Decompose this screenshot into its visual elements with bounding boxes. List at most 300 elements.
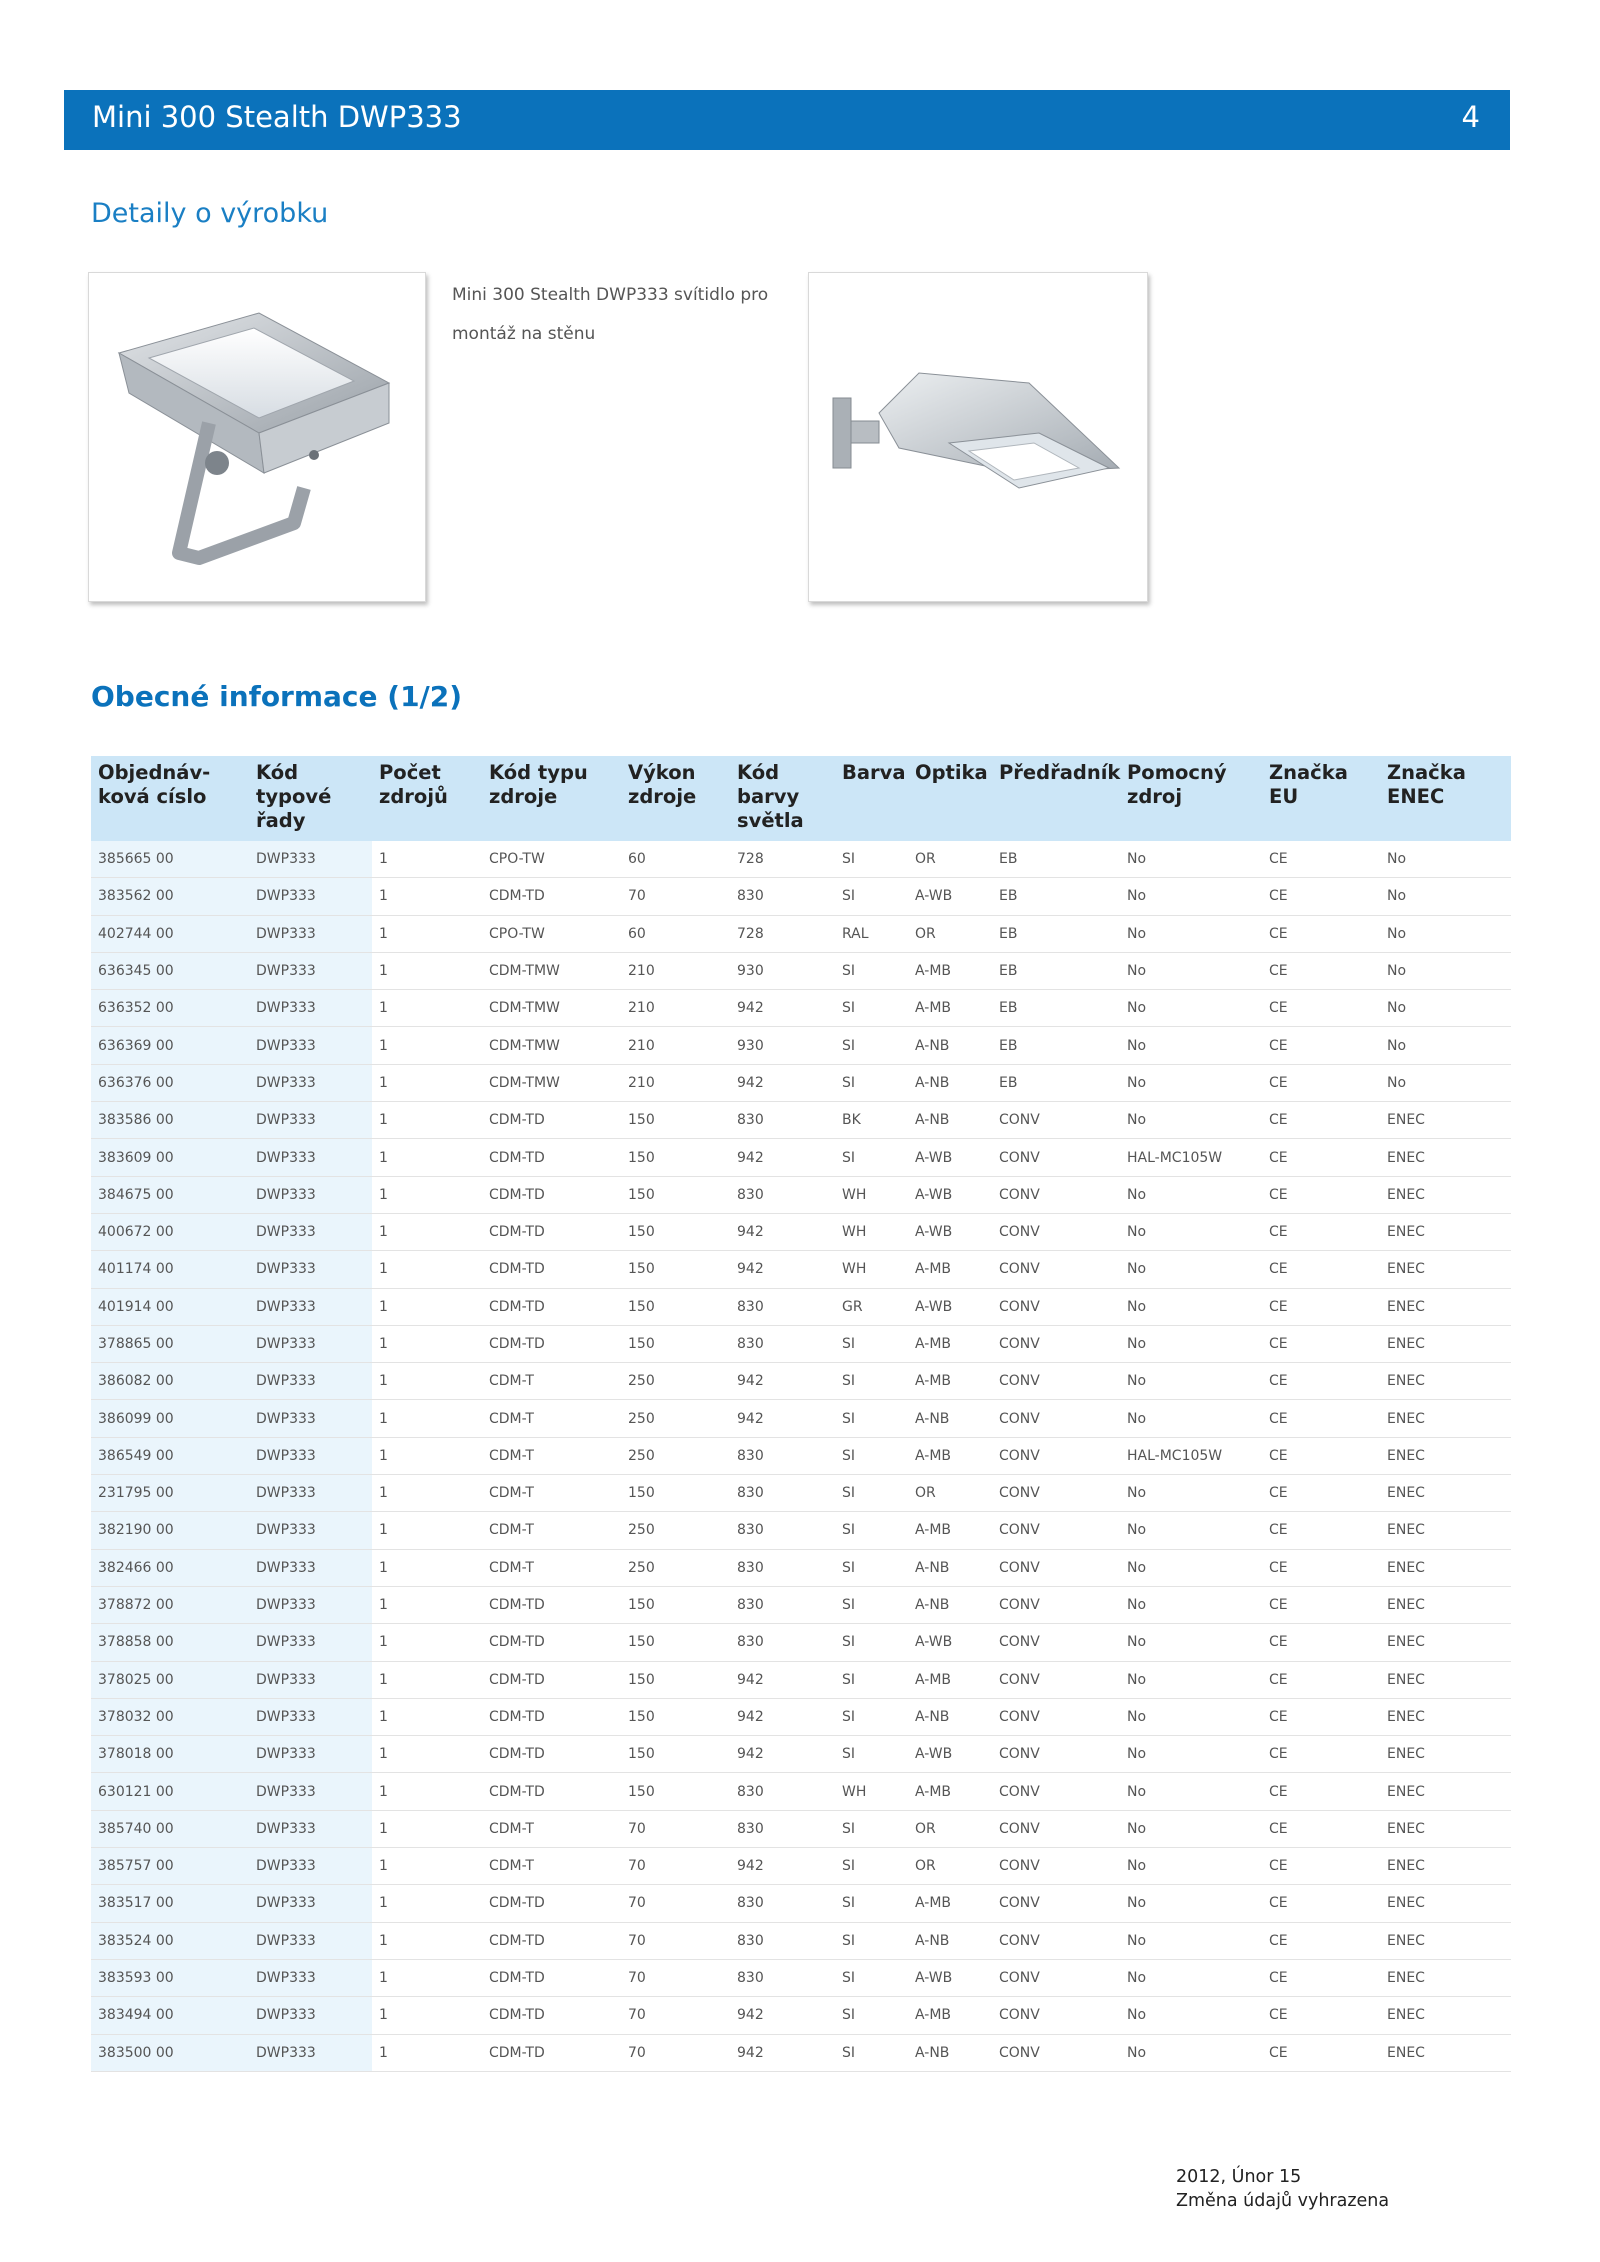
table-row — [91, 1288, 1511, 1325]
table-cell: SI — [835, 990, 908, 1027]
table-cell: DWP333 — [249, 1848, 372, 1885]
table-cell: A-NB — [908, 1698, 992, 1735]
table-cell: No — [1380, 1027, 1511, 1064]
table-row — [91, 1437, 1511, 1474]
table-cell: 1 — [372, 1549, 482, 1586]
table-cell: A-NB — [908, 1586, 992, 1623]
table-cell: No — [1120, 2034, 1262, 2071]
table-cell: 942 — [730, 1661, 835, 1698]
table-cell: 383562 00 — [91, 878, 249, 915]
table-cell: 378025 00 — [91, 1661, 249, 1698]
table-cell: CONV — [992, 2034, 1120, 2071]
table-cell: 150 — [621, 1475, 730, 1512]
table-row — [91, 1549, 1511, 1586]
table-cell: CE — [1262, 1848, 1380, 1885]
table-cell: SI — [835, 1922, 908, 1959]
table-row — [91, 1027, 1511, 1064]
table-cell: No — [1120, 1922, 1262, 1959]
table-cell: 1 — [372, 1213, 482, 1250]
table-cell: 250 — [621, 1363, 730, 1400]
table-cell: A-WB — [908, 1213, 992, 1250]
table-cell: SI — [835, 1810, 908, 1847]
table-cell: 830 — [730, 1102, 835, 1139]
table-cell: 385740 00 — [91, 1810, 249, 1847]
table-cell: A-NB — [908, 1400, 992, 1437]
table-cell: 636352 00 — [91, 990, 249, 1027]
table-cell: 830 — [730, 1773, 835, 1810]
table-cell: DWP333 — [249, 878, 372, 915]
table-cell: 70 — [621, 878, 730, 915]
table-cell: CE — [1262, 1363, 1380, 1400]
table-row — [91, 1512, 1511, 1549]
table-cell: 1 — [372, 1102, 482, 1139]
table-cell: 1 — [372, 915, 482, 952]
table-row — [91, 1213, 1511, 1250]
col-header: Pomocný zdroj — [1120, 756, 1262, 841]
table-cell: SI — [835, 1848, 908, 1885]
table-cell: CDM-T — [482, 1400, 621, 1437]
table-cell: CONV — [992, 1848, 1120, 1885]
table-cell: DWP333 — [249, 1959, 372, 1996]
table-cell: WH — [835, 1176, 908, 1213]
table-cell: No — [1120, 1810, 1262, 1847]
table-cell: CONV — [992, 1251, 1120, 1288]
table-cell: CDM-TD — [482, 1176, 621, 1213]
table-cell: RAL — [835, 915, 908, 952]
table-cell: CONV — [992, 1176, 1120, 1213]
col-header: Kód typu zdroje — [482, 756, 621, 841]
table-cell: 384675 00 — [91, 1176, 249, 1213]
table-cell: 830 — [730, 1624, 835, 1661]
table-cell: CONV — [992, 1624, 1120, 1661]
table-cell: ENEC — [1380, 1698, 1511, 1735]
table-cell: GR — [835, 1288, 908, 1325]
table-cell: ENEC — [1380, 1773, 1511, 1810]
luminaire-front-illustration — [89, 273, 425, 601]
table-cell: 250 — [621, 1512, 730, 1549]
table-cell: WH — [835, 1213, 908, 1250]
table-cell: 830 — [730, 1549, 835, 1586]
table-row — [91, 1586, 1511, 1623]
table-cell: No — [1120, 1959, 1262, 1996]
table-cell: EB — [992, 990, 1120, 1027]
table-cell: CDM-T — [482, 1810, 621, 1847]
table-cell: CONV — [992, 1586, 1120, 1623]
table-cell: CDM-TMW — [482, 1027, 621, 1064]
table-cell: 1 — [372, 1400, 482, 1437]
table-cell: DWP333 — [249, 1139, 372, 1176]
table-cell: No — [1380, 915, 1511, 952]
table-cell: DWP333 — [249, 1586, 372, 1623]
table-cell: CONV — [992, 1698, 1120, 1735]
table-cell: No — [1120, 915, 1262, 952]
specs-table — [91, 756, 1511, 2072]
table-cell: 942 — [730, 1698, 835, 1735]
table-cell: SI — [835, 878, 908, 915]
table-cell: 386082 00 — [91, 1363, 249, 1400]
table-cell: 70 — [621, 1885, 730, 1922]
table-cell: ENEC — [1380, 1661, 1511, 1698]
table-cell: DWP333 — [249, 990, 372, 1027]
table-cell: A-NB — [908, 1549, 992, 1586]
table-cell: SI — [835, 1736, 908, 1773]
table-cell: CDM-TD — [482, 1139, 621, 1176]
table-cell: 830 — [730, 1885, 835, 1922]
table-row — [91, 2034, 1511, 2071]
table-cell: 1 — [372, 1586, 482, 1623]
table-cell: CDM-TD — [482, 878, 621, 915]
table-cell: 383524 00 — [91, 1922, 249, 1959]
table-cell: 636369 00 — [91, 1027, 249, 1064]
col-header: Počet zdrojů — [372, 756, 482, 841]
table-cell: 250 — [621, 1437, 730, 1474]
table-cell: 1 — [372, 1959, 482, 1996]
table-cell: 70 — [621, 1959, 730, 1996]
table-cell: 150 — [621, 1698, 730, 1735]
table-cell: No — [1120, 1213, 1262, 1250]
table-cell: 150 — [621, 1288, 730, 1325]
table-row — [91, 1363, 1511, 1400]
table-cell: 830 — [730, 1959, 835, 1996]
product-details-heading: Detaily o výrobku — [91, 198, 329, 229]
table-cell: No — [1120, 1885, 1262, 1922]
table-cell: No — [1120, 952, 1262, 989]
table-row — [91, 1810, 1511, 1847]
table-row — [91, 1064, 1511, 1101]
table-cell: DWP333 — [249, 1661, 372, 1698]
product-image-front — [88, 272, 426, 602]
table-cell: 1 — [372, 1512, 482, 1549]
table-cell: CDM-TD — [482, 1102, 621, 1139]
table-cell: 1 — [372, 1848, 482, 1885]
table-row — [91, 1848, 1511, 1885]
table-cell: A-MB — [908, 1997, 992, 2034]
table-cell: CONV — [992, 1885, 1120, 1922]
table-cell: SI — [835, 1959, 908, 1996]
table-cell: 382466 00 — [91, 1549, 249, 1586]
table-cell: CE — [1262, 915, 1380, 952]
table-cell: No — [1380, 952, 1511, 989]
table-cell: DWP333 — [249, 1997, 372, 2034]
table-cell: CDM-TD — [482, 1325, 621, 1362]
table-cell: A-NB — [908, 1922, 992, 1959]
table-cell: CE — [1262, 1176, 1380, 1213]
table-cell: ENEC — [1380, 1176, 1511, 1213]
table-cell: OR — [908, 1475, 992, 1512]
table-row — [91, 952, 1511, 989]
table-cell: ENEC — [1380, 1810, 1511, 1847]
table-cell: 70 — [621, 1810, 730, 1847]
table-cell: CE — [1262, 1959, 1380, 1996]
table-cell: 1 — [372, 1997, 482, 2034]
table-cell: 830 — [730, 1586, 835, 1623]
table-cell: 830 — [730, 1922, 835, 1959]
table-cell: 150 — [621, 1176, 730, 1213]
table-cell: DWP333 — [249, 1624, 372, 1661]
table-cell: CDM-TD — [482, 1773, 621, 1810]
table-cell: CDM-TD — [482, 1997, 621, 2034]
table-cell: 378018 00 — [91, 1736, 249, 1773]
table-cell: CE — [1262, 1661, 1380, 1698]
table-cell: 378865 00 — [91, 1325, 249, 1362]
table-cell: CE — [1262, 1139, 1380, 1176]
footer — [1176, 2165, 1389, 2213]
table-cell: DWP333 — [249, 1400, 372, 1437]
table-cell: No — [1120, 1736, 1262, 1773]
table-cell: 1 — [372, 1773, 482, 1810]
table-cell: DWP333 — [249, 1885, 372, 1922]
table-cell: SI — [835, 1624, 908, 1661]
table-cell: CE — [1262, 1922, 1380, 1959]
table-row — [91, 1661, 1511, 1698]
table-cell: ENEC — [1380, 1400, 1511, 1437]
table-cell: 402744 00 — [91, 915, 249, 952]
table-cell: 636376 00 — [91, 1064, 249, 1101]
table-cell: EB — [992, 878, 1120, 915]
table-cell: 630121 00 — [91, 1773, 249, 1810]
table-cell: CE — [1262, 1736, 1380, 1773]
table-cell: 386549 00 — [91, 1437, 249, 1474]
table-cell: 150 — [621, 1773, 730, 1810]
table-cell: SI — [835, 1512, 908, 1549]
table-cell: 830 — [730, 1475, 835, 1512]
table-cell: A-WB — [908, 1959, 992, 1996]
table-cell: CONV — [992, 1139, 1120, 1176]
table-cell: 1 — [372, 1363, 482, 1400]
table-cell: CDM-T — [482, 1512, 621, 1549]
col-header: Kód barvy světla — [730, 756, 835, 841]
table-cell: A-WB — [908, 1176, 992, 1213]
table-cell: 385757 00 — [91, 1848, 249, 1885]
table-cell: DWP333 — [249, 915, 372, 952]
table-cell: 210 — [621, 1064, 730, 1101]
table-cell: 401914 00 — [91, 1288, 249, 1325]
table-cell: A-MB — [908, 1512, 992, 1549]
table-cell: ENEC — [1380, 1475, 1511, 1512]
table-cell: ENEC — [1380, 1997, 1511, 2034]
table-cell: A-MB — [908, 1363, 992, 1400]
table-cell: SI — [835, 1064, 908, 1101]
table-cell: 383517 00 — [91, 1885, 249, 1922]
table-cell: ENEC — [1380, 1736, 1511, 1773]
table-cell: 378872 00 — [91, 1586, 249, 1623]
table-cell: No — [1120, 1997, 1262, 2034]
table-cell: 150 — [621, 1736, 730, 1773]
table-row — [91, 1698, 1511, 1735]
table-cell: CE — [1262, 1213, 1380, 1250]
product-image-side — [808, 272, 1148, 602]
table-cell: DWP333 — [249, 1027, 372, 1064]
table-cell: DWP333 — [249, 1251, 372, 1288]
table-cell: EB — [992, 915, 1120, 952]
table-cell: SI — [835, 2034, 908, 2071]
table-cell: 150 — [621, 1213, 730, 1250]
table-cell: No — [1120, 1475, 1262, 1512]
table-cell: 1 — [372, 1437, 482, 1474]
table-cell: 942 — [730, 990, 835, 1027]
table-cell: A-NB — [908, 1102, 992, 1139]
table-cell: A-MB — [908, 1251, 992, 1288]
table-cell: No — [1120, 1586, 1262, 1623]
table-cell: ENEC — [1380, 1251, 1511, 1288]
table-cell: 1 — [372, 1288, 482, 1325]
table-cell: SI — [835, 1400, 908, 1437]
table-cell: A-MB — [908, 1773, 992, 1810]
table-cell: SI — [835, 1475, 908, 1512]
table-cell: 942 — [730, 1251, 835, 1288]
table-cell: SI — [835, 1698, 908, 1735]
table-cell: 942 — [730, 2034, 835, 2071]
table-cell: OR — [908, 915, 992, 952]
table-cell: No — [1380, 1064, 1511, 1101]
table-cell: No — [1380, 990, 1511, 1027]
table-cell: A-NB — [908, 1064, 992, 1101]
table-cell: CONV — [992, 1363, 1120, 1400]
table-cell: 1 — [372, 1139, 482, 1176]
table-cell: CE — [1262, 990, 1380, 1027]
table-cell: CONV — [992, 1773, 1120, 1810]
table-cell: ENEC — [1380, 1848, 1511, 1885]
table-row — [91, 1139, 1511, 1176]
table-cell: CPO-TW — [482, 915, 621, 952]
table-cell: A-NB — [908, 2034, 992, 2071]
table-cell: DWP333 — [249, 1102, 372, 1139]
table-cell: 942 — [730, 1997, 835, 2034]
table-row — [91, 1325, 1511, 1362]
table-cell: 1 — [372, 1251, 482, 1288]
table-cell: CE — [1262, 1027, 1380, 1064]
table-cell: CE — [1262, 1064, 1380, 1101]
table-cell: 1 — [372, 1325, 482, 1362]
table-cell: CE — [1262, 1325, 1380, 1362]
table-cell: 942 — [730, 1736, 835, 1773]
table-cell: A-NB — [908, 1027, 992, 1064]
table-cell: 942 — [730, 1139, 835, 1176]
table-cell: EB — [992, 952, 1120, 989]
table-cell: 383609 00 — [91, 1139, 249, 1176]
table-cell: CDM-TMW — [482, 1064, 621, 1101]
table-cell: No — [1120, 1624, 1262, 1661]
table-cell: 1 — [372, 1176, 482, 1213]
table-cell: DWP333 — [249, 1698, 372, 1735]
col-header: Objednáv-ková císlo — [91, 756, 249, 841]
table-cell: 942 — [730, 1064, 835, 1101]
table-cell: No — [1120, 1288, 1262, 1325]
table-cell: ENEC — [1380, 1288, 1511, 1325]
table-cell: 1 — [372, 1885, 482, 1922]
table-cell: 942 — [730, 1400, 835, 1437]
table-cell: CE — [1262, 1475, 1380, 1512]
table-cell: 150 — [621, 1325, 730, 1362]
general-info-heading: Obecné informace (1/2) — [91, 680, 463, 713]
table-cell: CONV — [992, 1661, 1120, 1698]
table-cell: CONV — [992, 1512, 1120, 1549]
table-cell: CONV — [992, 1959, 1120, 1996]
table-cell: CE — [1262, 1288, 1380, 1325]
table-row — [91, 1773, 1511, 1810]
table-cell: CE — [1262, 1549, 1380, 1586]
table-cell: 830 — [730, 1176, 835, 1213]
table-cell: No — [1120, 878, 1262, 915]
table-cell: No — [1120, 1400, 1262, 1437]
header-bar — [64, 90, 1510, 150]
table-cell: 70 — [621, 1848, 730, 1885]
table-cell: ENEC — [1380, 1213, 1511, 1250]
table-cell: 383586 00 — [91, 1102, 249, 1139]
col-header: Značka ENEC — [1380, 756, 1511, 841]
table-cell: 1 — [372, 1064, 482, 1101]
table-cell: CONV — [992, 1549, 1120, 1586]
table-cell: 830 — [730, 1437, 835, 1474]
table-cell: ENEC — [1380, 1586, 1511, 1623]
table-cell: A-WB — [908, 1624, 992, 1661]
table-cell: ENEC — [1380, 1885, 1511, 1922]
table-cell: SI — [835, 952, 908, 989]
table-cell: CONV — [992, 1810, 1120, 1847]
col-header: Optika — [908, 756, 992, 841]
table-cell: A-MB — [908, 1437, 992, 1474]
table-cell: A-MB — [908, 1661, 992, 1698]
table-cell: CONV — [992, 1475, 1120, 1512]
table-cell: CE — [1262, 1512, 1380, 1549]
table-cell: CE — [1262, 1400, 1380, 1437]
table-cell: 830 — [730, 1512, 835, 1549]
table-cell: ENEC — [1380, 1549, 1511, 1586]
table-cell: SI — [835, 1027, 908, 1064]
table-row — [91, 1475, 1511, 1512]
table-cell: ENEC — [1380, 1512, 1511, 1549]
table-cell: 150 — [621, 1586, 730, 1623]
table-cell: SI — [835, 1139, 908, 1176]
table-cell: DWP333 — [249, 1475, 372, 1512]
table-cell: 150 — [621, 1251, 730, 1288]
table-cell: ENEC — [1380, 1325, 1511, 1362]
table-cell: 401174 00 — [91, 1251, 249, 1288]
table-cell: CE — [1262, 841, 1380, 878]
table-cell: ENEC — [1380, 1102, 1511, 1139]
table-row — [91, 1102, 1511, 1139]
table-cell: 1 — [372, 1661, 482, 1698]
table-cell: CDM-T — [482, 1549, 621, 1586]
table-cell: 728 — [730, 915, 835, 952]
table-cell: SI — [835, 1437, 908, 1474]
table-cell: CDM-TD — [482, 2034, 621, 2071]
table-cell: CDM-TD — [482, 1288, 621, 1325]
table-cell: 830 — [730, 878, 835, 915]
table-cell: 60 — [621, 841, 730, 878]
table-cell: CONV — [992, 1325, 1120, 1362]
table-cell: CE — [1262, 1885, 1380, 1922]
table-cell: CDM-T — [482, 1475, 621, 1512]
table-cell: 386099 00 — [91, 1400, 249, 1437]
table-cell: HAL-MC105W — [1120, 1139, 1262, 1176]
table-cell: SI — [835, 1586, 908, 1623]
table-cell: No — [1120, 1027, 1262, 1064]
table-cell: 1 — [372, 1736, 482, 1773]
table-cell: 231795 00 — [91, 1475, 249, 1512]
table-cell: 70 — [621, 1922, 730, 1959]
table-cell: No — [1120, 1661, 1262, 1698]
table-cell: CE — [1262, 952, 1380, 989]
table-row — [91, 915, 1511, 952]
table-cell: 250 — [621, 1549, 730, 1586]
table-cell: 400672 00 — [91, 1213, 249, 1250]
table-cell: CE — [1262, 1997, 1380, 2034]
col-header: Barva — [835, 756, 908, 841]
table-cell: No — [1120, 1698, 1262, 1735]
table-cell: 210 — [621, 952, 730, 989]
table-cell: No — [1120, 841, 1262, 878]
